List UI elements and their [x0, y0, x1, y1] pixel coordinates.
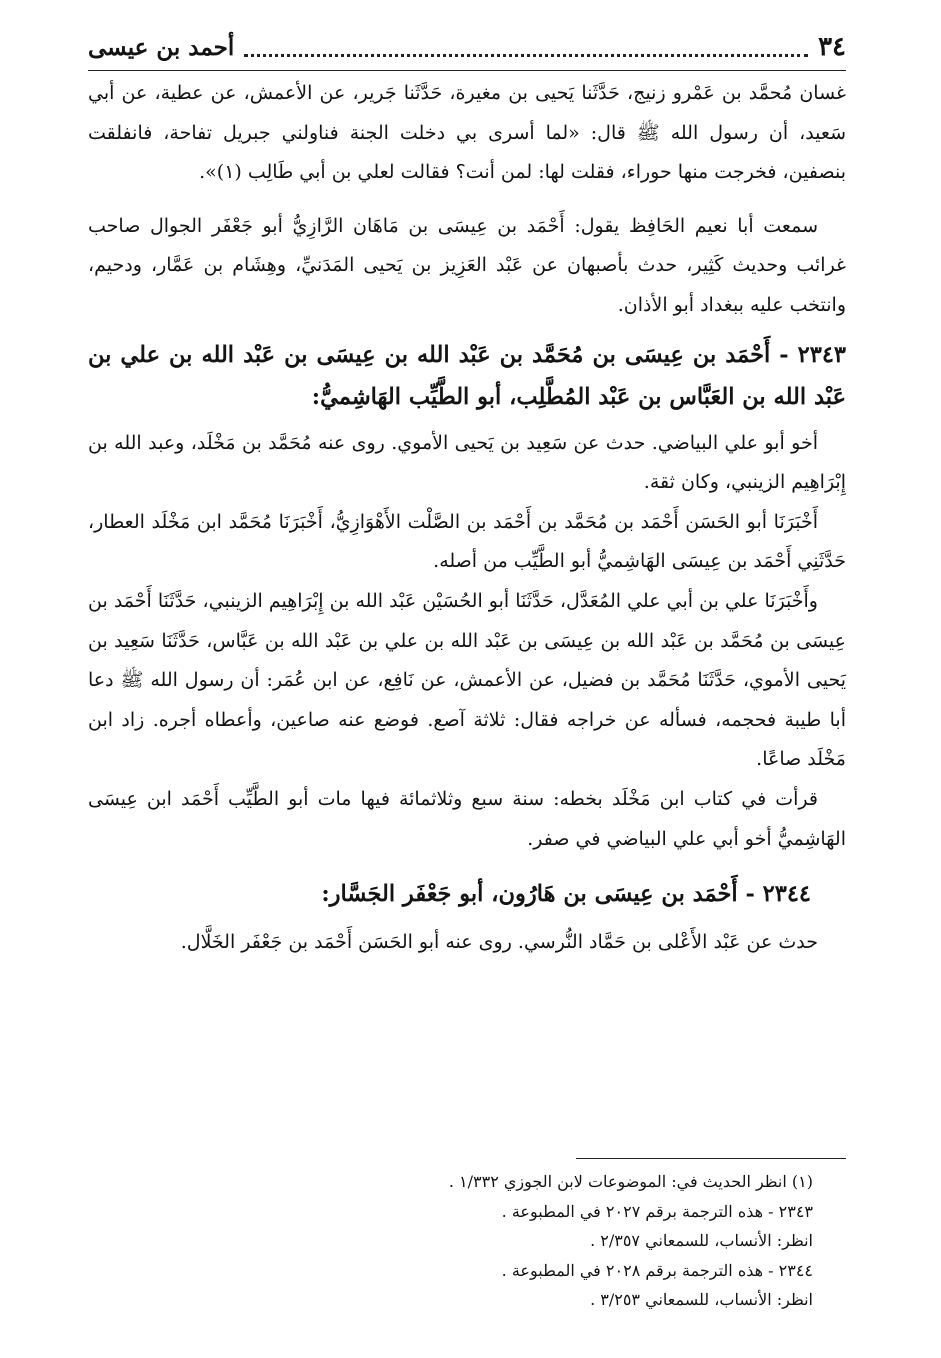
page-number: ٣٤ — [818, 32, 846, 62]
main-text — [88, 74, 846, 963]
page-header — [88, 30, 846, 64]
footnote-1: (١) انظر الحديث في: الموضوعات لابن الجوزي ١/٣٣٢ . — [448, 1172, 813, 1191]
footnote-rule — [576, 1158, 846, 1159]
footnote-2343-ansab: انظر: الأنساب، للسمعاني ٢/٣٥٧ . — [590, 1231, 813, 1250]
footnote-2344-edition: ٢٣٤٤ - هذه الترجمة برقم ٢٠٢٨ في المطبوعة . — [501, 1260, 813, 1280]
entry-heading-2343: ٢٣٤٣ - أَحْمَد بن عِيسَى بن مُحَمَّد بن عَبْد الله بن عِيسَى بن عَبْد الله بن علي بن عَبْد الله بن العَبَّاس بن عَبْد المُطَّلِب، أبو الطَّيِّب الهَاشِميُّ: — [88, 341, 846, 410]
running-title: أحمد بن عيسى — [88, 33, 235, 61]
footnote-2343-edition: ٢٣٤٣ - هذه الترجمة برقم ٢٠٢٧ في المطبوعة . — [501, 1201, 813, 1221]
entry-heading-2344: ٢٣٤٤ - أَحْمَد بن عِيسَى بن هَارُون، أبو جَعْفَر الجَسَّار: — [321, 881, 811, 908]
paragraph-death-note: قرأت في كتاب ابن مَخْلَد بخطه: سنة سبع وثلاثمائة فيها مات أبو الطَّيِّب أَحْمَد ابن عِيسَى الهَاشِميُّ أخو أبي علي البياضي في صفر. — [88, 787, 846, 850]
footnotes — [88, 1158, 846, 1315]
paragraph-entry-2344-bio: حدث عن عَبْد الأَعْلى بن حَمَّاد النُّرسي. روى عنه أبو الحَسَن أَحْمَد بن جَعْفَر الخَلَّال. — [180, 931, 818, 954]
paragraph-isnad-2: وأَخْبَرَنَا علي بن أبي علي المُعَدَّل، حَدَّثَنَا أبو الحُسَيْن عَبْد الله بن إِبْرَاهِيم الزينبي، حَدَّثَنَا أَحْمَد بن عِيسَى بن مُحَمَّد بن عَبْد الله بن عِيسَى بن عَبْد الله بن علي بن عَبْد الله بن عَبَّاس، حَدَّثَنَا سَعِيد بن يَحيى الأموي، حَدَّثَنَا مُحَمَّد بن فضيل، عن الأعمش، عن نَافِع، عن ابن عُمَر: أن رسول الله ﷺ دعا أبا طيبة فحجمه، فسأله عن خراجه فقال: ثلاثة آصع. فوضع عنه صاعين، وأعطاه أجره. زاد ابن مَخْلَد صاعًا. — [88, 589, 846, 771]
footnote-2344-ansab: انظر: الأنساب، للسمعاني ٣/٢٥٣ . — [590, 1290, 813, 1309]
paragraph-isnad-1: أَخْبَرَنَا أبو الحَسَن أَحْمَد بن مُحَمَّد بن أَحْمَد بن الصَّلْت الأَهْوَازِيُّ، أَخْبَرَنَا مُحَمَّد ابن مَخْلَد العطار، حَدَّثَنِي أَحْمَد بن عِيسَى الهَاشِميُّ أبو الطَّيِّب من أصله. — [88, 510, 846, 573]
paragraph-abu-nuaym: سمعت أبا نعيم الحَافِظ يقول: أَحْمَد بن عِيسَى بن مَاهَان الرَّازِيُّ أبو جَعْفَر الجوال صاحب غرائب وحديث كَثِير، حدث بأصبهان عن عَبْد العَزِيز بن يَحيى المَدَنيِّ، وهِشَام بن عَمَّار، ودحيم، وانتخب عليه ببغداد أبو الأذان. — [88, 214, 846, 316]
paragraph-entry-2343-bio: أخو أبو علي البياضي. حدث عن سَعِيد بن يَحيى الأموي. روى عنه مُحَمَّد بن مَخْلَد، وعبد الله بن إِبْرَاهِيم الزينبي، وكان ثقة. — [88, 431, 846, 494]
dotted-leader — [244, 38, 808, 57]
header-rule — [88, 70, 846, 71]
paragraph-hadith-continuation: غسان مُحمَّد بن عَمْرو زنيج، حَدَّثَنا يَحيى بن مغيرة، حَدَّثَنا جَرير، عن الأعمش، عن عطية، عن أبي سَعيد، أن رسول الله ﷺ قال: «لما أسرى بي دخلت الجنة فناولني جبريل تفاحة، فانفلقت بنصفين، فخرجت منها حوراء، فقلت لها: لمن أنت؟ فقالت لعلي بن أبي طَالِب (١)». — [88, 82, 846, 184]
